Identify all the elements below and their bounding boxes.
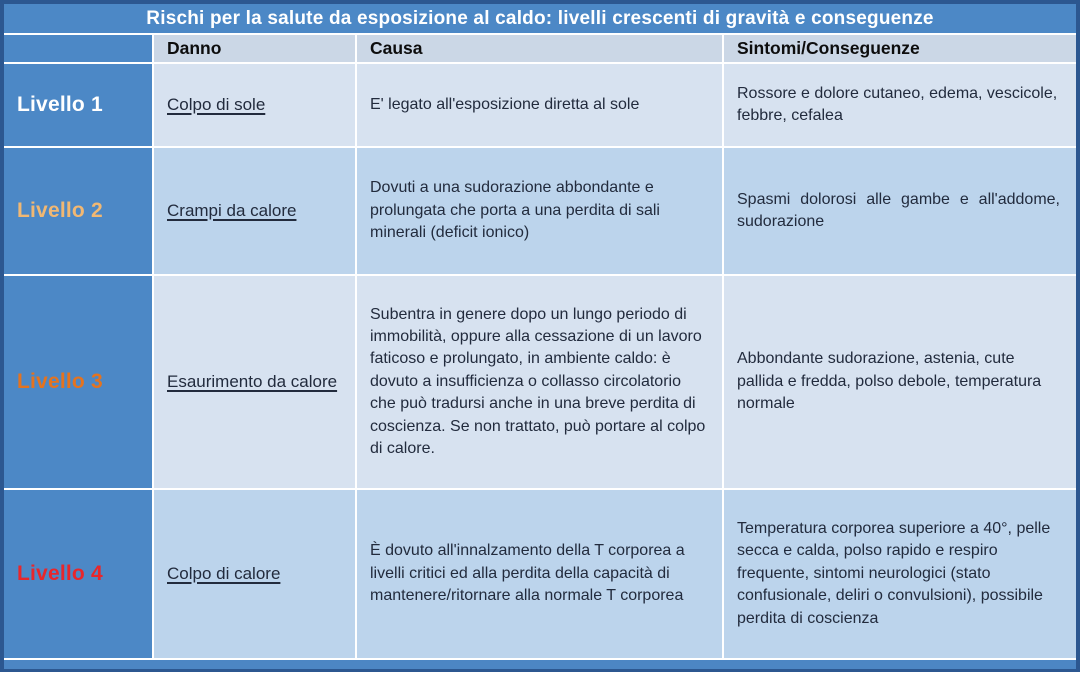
table-bottom-border [4,660,1076,669]
level-cell [4,148,152,274]
level-label: Livello 3 [17,370,103,393]
causa-cell [357,490,722,658]
header-sintomi [724,35,1076,62]
sintomi-text: Abbondante sudorazione, astenia, cute pallida e fredda, polso debole, temperatura normale [737,350,1042,413]
level-cell [4,276,152,488]
sintomi-text: Rossore e dolore cutaneo, edema, vescicole, febbre, cefalea [737,84,1058,124]
sintomi-text: Temperatura corporea superiore a 40°, pelle secca e calda, polso rapido e respiro frequente, sintomi neurologici (stato confusionale, deliri o convulsioni), possibile perdita di coscienza [737,520,1051,627]
sintomi-cell [724,64,1076,146]
danno-cell [154,276,355,488]
sintomi-cell [724,148,1076,274]
table-row [4,490,1076,658]
table-row [4,276,1076,488]
causa-cell [357,64,722,146]
danno-text: Crampi da calore [167,200,297,220]
sintomi-text: Spasmi dolorosi alle gambe e all'addome, sudorazione [737,190,1060,230]
level-label: Livello 1 [17,93,103,116]
danno-text: Esaurimento da calore [167,371,338,391]
level-label: Livello 4 [17,562,103,585]
table-row [4,148,1076,274]
causa-cell [357,276,722,488]
danno-text: Colpo di sole [167,94,266,114]
level-label: Livello 2 [17,199,103,222]
table-header-row [4,35,1076,62]
level-cell [4,64,152,146]
causa-cell [357,148,722,274]
header-empty-cell [4,35,152,62]
sintomi-cell [724,276,1076,488]
danno-text: Colpo di calore [167,563,281,583]
table-row [4,64,1076,146]
header-danno-label: Danno [167,38,222,58]
header-sintomi-label: Sintomi/Conseguenze [737,38,920,58]
causa-text: È dovuto all'innalzamento della T corporea a livelli critici ed alla perdita della capacità di mantenere/ritornare alla normale T corporea [370,542,685,605]
causa-text: Subentra in genere dopo un lungo periodo di immobilità, oppure alla cessazione di un lavoro faticoso e prolungato, in ambiente caldo: è dovuto a insufficienza o collasso circolatorio che può tradursi anche in una breve perdita di coscienza. Se non trattato, può portare al colpo di calore. [370,305,706,457]
header-causa [357,35,722,62]
danno-cell [154,64,355,146]
header-danno [154,35,355,62]
table-body [4,64,1076,658]
level-cell [4,490,152,658]
danno-cell [154,490,355,658]
causa-text: E' legato all'esposizione diretta al sole [370,95,640,113]
sintomi-cell [724,490,1076,658]
header-causa-label: Causa [370,38,423,58]
danno-cell [154,148,355,274]
table-title: Rischi per la salute da esposizione al caldo: livelli crescenti di gravità e conseguenze [4,4,1076,33]
causa-text: Dovuti a una sudorazione abbondante e prolungata che porta a una perdita di sali minerali (deficit ionico) [370,179,660,242]
